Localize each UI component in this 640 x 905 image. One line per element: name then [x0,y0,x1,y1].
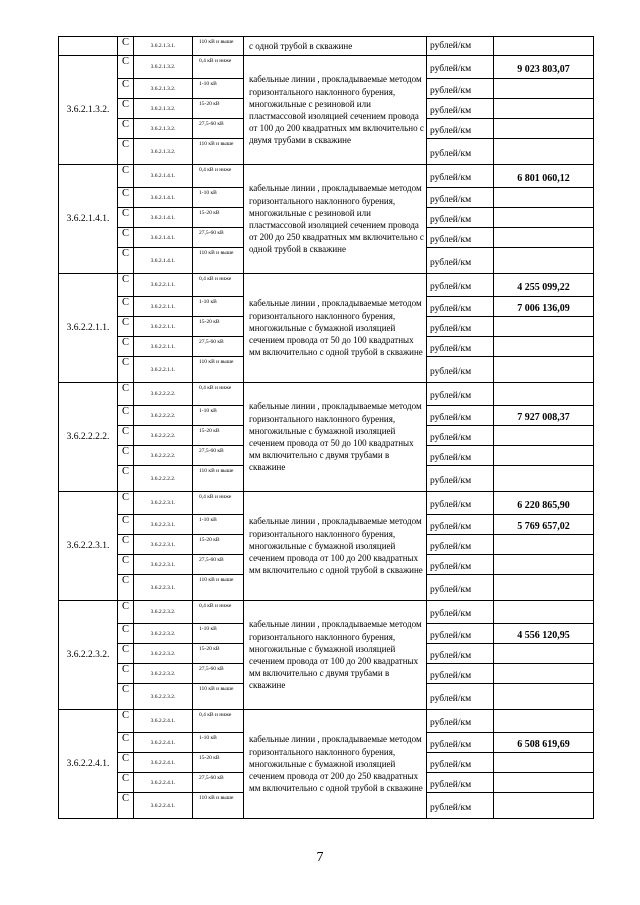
row-price [494,773,594,793]
row-unit: рублей/км [427,357,494,383]
row-price: 6 508 619,69 [494,733,594,753]
row-letter: С [118,208,134,228]
row-letter: С [118,793,134,819]
row-voltage: 15-20 кВ [193,426,244,446]
row-voltage: 15-20 кВ [193,99,244,119]
row-price: 9 023 803,07 [494,56,594,79]
row-price [494,79,594,99]
row-voltage: 110 кВ и выше [193,357,244,383]
row-subcode: 3.6.2.1.3.1. [134,37,193,56]
row-price [494,446,594,466]
row-subcode: 3.6.2.2.2.2. [134,383,193,406]
row-price: 5 769 657,02 [494,515,594,535]
row-subcode: 3.6.2.1.3.2. [134,79,193,99]
row-subcode: 3.6.2.2.4.1. [134,733,193,753]
row-voltage: 1-10 кВ [193,188,244,208]
row-price [494,793,594,819]
row-price [494,99,594,119]
row-letter: С [118,515,134,535]
row-price: 4 255 099,22 [494,274,594,297]
row-letter: С [118,624,134,644]
row-voltage: 0,4 кВ и ниже [193,601,244,624]
row-subcode: 3.6.2.2.3.1. [134,535,193,555]
row-voltage: 0,4 кВ и ниже [193,274,244,297]
row-unit: рублей/км [427,317,494,337]
row-voltage: 0,4 кВ и ниже [193,492,244,515]
row-unit: рублей/км [427,446,494,466]
row-unit: рублей/км [427,208,494,228]
row-voltage: 27,5-60 кВ [193,664,244,684]
row-unit: рублей/км [427,56,494,79]
group-code: 3.6.2.1.3.2. [59,56,118,165]
row-price: 6 801 060,12 [494,165,594,188]
row-unit: рублей/км [427,188,494,208]
row-voltage: 15-20 кВ [193,535,244,555]
row-voltage: 1-10 кВ [193,624,244,644]
row-unit: рублей/км [427,664,494,684]
row-subcode: 3.6.2.1.3.2. [134,56,193,79]
row-voltage: 1-10 кВ [193,733,244,753]
table-row [59,37,594,56]
row-subcode: 3.6.2.1.4.1. [134,188,193,208]
row-unit: рублей/км [427,644,494,664]
group-description: кабельные линии , прокладываемые методом горизонтального наклонного бурения, многожильные с бумажной изоляцией сечением провода от 50 до 100 квадратных мм включительно с одной трубой в скважине [244,274,427,383]
row-unit: рублей/км [427,773,494,793]
row-voltage: 27,5-60 кВ [193,555,244,575]
row-subcode: 3.6.2.1.4.1. [134,208,193,228]
row-letter: С [118,99,134,119]
row-voltage: 110 кВ и выше [193,37,244,56]
row-price [494,644,594,664]
row-letter: С [118,139,134,165]
row-letter: С [118,664,134,684]
table-row [59,710,594,733]
row-subcode: 3.6.2.2.1.1. [134,357,193,383]
group-description: кабельные линии , прокладываемые методом горизонтального наклонного бурения, многожильные с бумажной изоляцией сечением провода от 100 до 200 квадратных мм включительно с двумя трубами в скважине [244,601,427,710]
row-unit: рублей/км [427,555,494,575]
row-unit: рублей/км [427,426,494,446]
row-letter: С [118,575,134,601]
row-letter: С [118,56,134,79]
row-price [494,753,594,773]
row-price [494,710,594,733]
row-voltage: 27,5-60 кВ [193,446,244,466]
tariff-table-body [59,37,594,819]
row-subcode: 3.6.2.1.4.1. [134,228,193,248]
row-unit: рублей/км [427,793,494,819]
row-price [494,601,594,624]
row-unit: рублей/км [427,492,494,515]
row-subcode: 3.6.2.2.4.1. [134,773,193,793]
table-row [59,165,594,188]
row-unit: рублей/км [427,710,494,733]
row-subcode: 3.6.2.2.3.2. [134,664,193,684]
row-letter: С [118,297,134,317]
row-subcode: 3.6.2.2.3.2. [134,684,193,710]
row-voltage: 110 кВ и выше [193,466,244,492]
row-voltage: 15-20 кВ [193,317,244,337]
row-unit: рублей/км [427,337,494,357]
row-letter: С [118,535,134,555]
row-voltage: 27,5-60 кВ [193,337,244,357]
group-description: кабельные линии , прокладываемые методом горизонтального наклонного бурения, многожильные с бумажной изоляцией сечением провода от 100 до 200 квадратных мм включительно с одной трубой в скважине [244,492,427,601]
group-description: кабельные линии , прокладываемые методом горизонтального наклонного бурения, многожильные с бумажной изоляцией сечением провода от 50 до 100 квадратных мм включительно с двумя трубами в скважине [244,383,427,492]
row-price [494,664,594,684]
table-row [59,274,594,297]
table-row [59,492,594,515]
row-letter: С [118,188,134,208]
row-subcode: 3.6.2.1.3.2. [134,99,193,119]
row-voltage: 15-20 кВ [193,208,244,228]
row-price [494,357,594,383]
row-price [494,383,594,406]
group-code: 3.6.2.2.1.1. [59,274,118,383]
row-letter: С [118,601,134,624]
row-unit: рублей/км [427,406,494,426]
row-unit: рублей/км [427,119,494,139]
row-letter: С [118,119,134,139]
row-subcode: 3.6.2.2.1.1. [134,274,193,297]
row-subcode: 3.6.2.2.4.1. [134,710,193,733]
row-price [494,228,594,248]
row-subcode: 3.6.2.2.3.2. [134,624,193,644]
row-voltage: 110 кВ и выше [193,684,244,710]
row-letter: С [118,684,134,710]
row-letter: С [118,248,134,274]
row-letter: С [118,710,134,733]
row-price [494,208,594,228]
row-price [494,119,594,139]
row-letter: С [118,165,134,188]
row-subcode: 3.6.2.2.3.2. [134,644,193,664]
row-price [494,139,594,165]
row-letter: С [118,733,134,753]
row-unit: рублей/км [427,274,494,297]
row-subcode: 3.6.2.2.4.1. [134,753,193,773]
group-description: кабельные линии , прокладываемые методом горизонтального наклонного бурения, многожильные с резиновой или пластмассовой изоляцией сечением провода от 200 до 250 квадратных мм включительно с одной трубой в скважине [244,165,427,274]
row-unit: рублей/км [427,601,494,624]
row-unit: рублей/км [427,515,494,535]
row-subcode: 3.6.2.2.2.2. [134,406,193,426]
row-unit: рублей/км [427,79,494,99]
row-subcode: 3.6.2.2.4.1. [134,793,193,819]
row-unit: рублей/км [427,139,494,165]
row-voltage: 1-10 кВ [193,297,244,317]
row-unit: рублей/км [427,383,494,406]
row-voltage: 15-20 кВ [193,644,244,664]
row-unit: рублей/км [427,165,494,188]
row-voltage: 0,4 кВ и ниже [193,383,244,406]
table-row [59,601,594,624]
row-letter: С [118,357,134,383]
row-voltage: 1-10 кВ [193,515,244,535]
row-letter: С [118,317,134,337]
row-price [494,188,594,208]
row-unit: рублей/км [427,99,494,119]
row-subcode: 3.6.2.2.3.2. [134,601,193,624]
row-unit: рублей/км [427,753,494,773]
row-price [494,248,594,274]
row-voltage: 27,5-60 кВ [193,773,244,793]
row-letter: С [118,337,134,357]
row-letter: С [118,753,134,773]
row-price: 6 220 865,90 [494,492,594,515]
row-price [494,426,594,446]
row-letter: С [118,446,134,466]
page-number: 7 [316,850,324,865]
row-price [494,684,594,710]
row-unit: рублей/км [427,684,494,710]
row-subcode: 3.6.2.1.3.2. [134,119,193,139]
row-unit: рублей/км [427,733,494,753]
group-code: 3.6.2.2.2.2. [59,383,118,492]
row-unit: рублей/км [427,575,494,601]
row-letter: С [118,383,134,406]
row-letter: С [118,37,134,56]
row-voltage: 0,4 кВ и ниже [193,165,244,188]
group-code: 3.6.2.2.4.1. [59,710,118,819]
row-voltage: 110 кВ и выше [193,793,244,819]
row-letter: С [118,79,134,99]
row-price [494,37,594,56]
group-code: 3.6.2.2.3.2. [59,601,118,710]
row-letter: С [118,773,134,793]
row-price: 7 006 136,09 [494,297,594,317]
row-voltage: 110 кВ и выше [193,575,244,601]
row-subcode: 3.6.2.2.3.1. [134,515,193,535]
row-price: 4 556 120,95 [494,624,594,644]
row-price [494,466,594,492]
row-letter: С [118,644,134,664]
group-code: 3.6.2.2.3.1. [59,492,118,601]
row-subcode: 3.6.2.2.1.1. [134,317,193,337]
row-voltage: 0,4 кВ и ниже [193,56,244,79]
row-letter: С [118,274,134,297]
row-letter: С [118,466,134,492]
group-code: 3.6.2.1.4.1. [59,165,118,274]
row-subcode: 3.6.2.2.1.1. [134,337,193,357]
row-letter: С [118,492,134,515]
row-subcode: 3.6.2.2.3.1. [134,555,193,575]
row-voltage: 27,5-60 кВ [193,228,244,248]
row-voltage: 1-10 кВ [193,406,244,426]
row-voltage: 110 кВ и выше [193,139,244,165]
row-price [494,337,594,357]
row-letter: С [118,426,134,446]
row-price [494,317,594,337]
row-unit: рублей/км [427,228,494,248]
row-subcode: 3.6.2.2.2.2. [134,466,193,492]
row-price [494,575,594,601]
row-price: 7 927 008,37 [494,406,594,426]
row-subcode: 3.6.2.1.3.2. [134,139,193,165]
row-subcode: 3.6.2.2.1.1. [134,297,193,317]
row-description: с одной трубой в скважине [244,37,427,56]
tariff-table [58,36,594,819]
row-subcode: 3.6.2.1.4.1. [134,165,193,188]
row-price [494,555,594,575]
table-row [59,56,594,79]
row-unit: рублей/км [427,535,494,555]
row-unit: рублей/км [427,248,494,274]
row-subcode: 3.6.2.2.3.1. [134,575,193,601]
row-unit: рублей/км [427,466,494,492]
table-row [59,383,594,406]
row-unit: рублей/км [427,297,494,317]
row-unit: рублей/км [427,37,494,56]
group-code-cell [59,37,118,56]
group-description: кабельные линии , прокладываемые методом горизонтального наклонного бурения, многожильные с бумажной изоляцией сечением провода от 200 до 250 квадратных мм включительно с одной трубой в скважине [244,710,427,819]
row-unit: рублей/км [427,624,494,644]
row-subcode: 3.6.2.2.3.1. [134,492,193,515]
row-subcode: 3.6.2.1.4.1. [134,248,193,274]
row-voltage: 27,5-60 кВ [193,119,244,139]
row-voltage: 15-20 кВ [193,753,244,773]
row-letter: С [118,555,134,575]
row-voltage: 0,4 кВ и ниже [193,710,244,733]
row-voltage: 1-10 кВ [193,79,244,99]
row-subcode: 3.6.2.2.2.2. [134,446,193,466]
row-subcode: 3.6.2.2.2.2. [134,426,193,446]
row-price [494,535,594,555]
row-letter: С [118,228,134,248]
row-voltage: 110 кВ и выше [193,248,244,274]
row-letter: С [118,406,134,426]
group-description: кабельные линии , прокладываемые методом горизонтального наклонного бурения, многожильные с резиновой или пластмассовой изоляцией сечением провода от 100 до 200 квадратных мм включительно с двумя трубами в скважине [244,56,427,165]
